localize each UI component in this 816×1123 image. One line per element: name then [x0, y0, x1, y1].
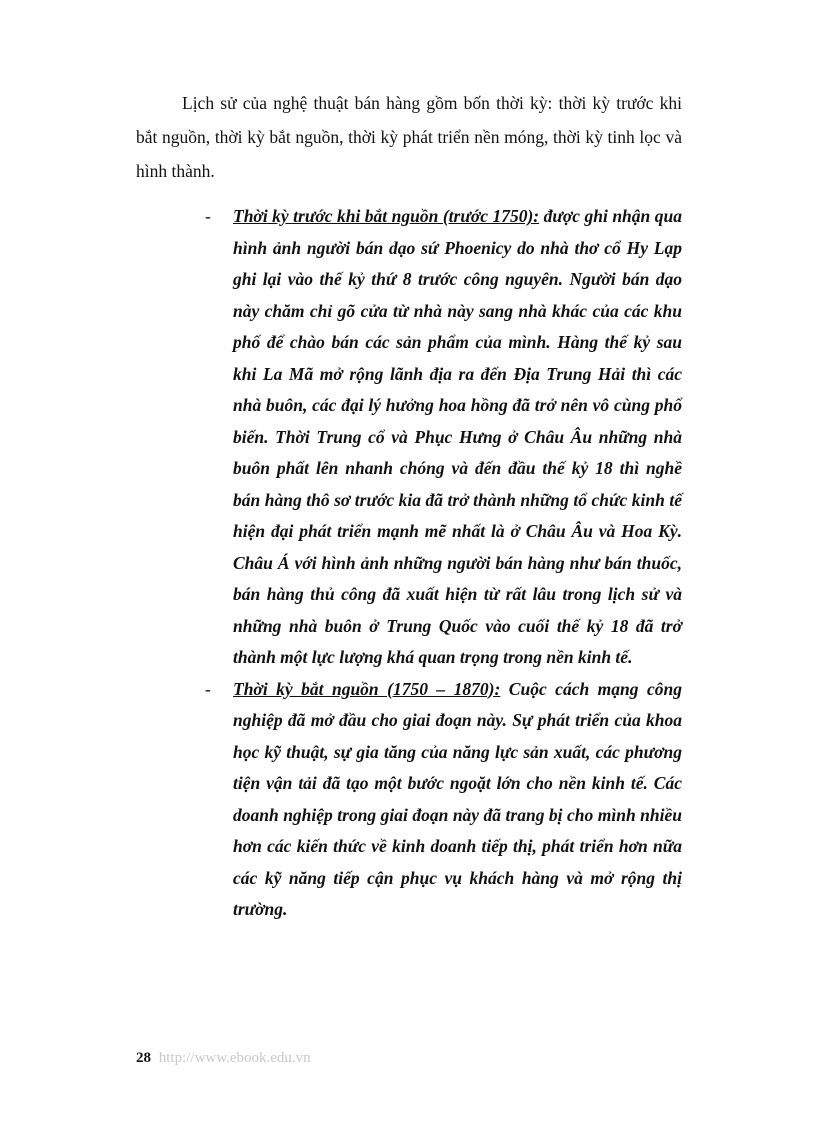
- bullet-dash: -: [205, 678, 211, 699]
- intro-paragraph: Lịch sử của nghệ thuật bán hàng gồm bốn thời kỳ: thời kỳ trước khi bắt nguồn, thời kỳ bắt nguồn, thời kỳ phát triển nền móng, thời kỳ tinh lọc và hình thành.: [136, 93, 682, 181]
- list-item: [205, 201, 682, 674]
- period-heading: Thời kỳ bắt nguồn (1750 – 1870):: [233, 678, 501, 699]
- list-item: [205, 674, 682, 926]
- period-text: được ghi nhận qua hình ảnh người bán dạo sứ Phoenicy do nhà thơ cổ Hy Lạp ghi lại vào thế kỷ thứ 8 trước công nguyên. Người bán dạo này chăm chỉ gõ cửa từ nhà này sang nhà khác của các khu phố để chào bán các sản phẩm của mình. Hàng thế kỷ sau khi La Mã mở rộng lãnh địa ra đến Địa Trung Hải thì các nhà buôn, các đại lý hưởng hoa hồng đã trở nên vô cùng phổ biến. Thời Trung cổ và Phục Hưng ở Châu Âu những nhà buôn phất lên nhanh chóng và đến đầu thế kỷ 18 thì nghề bán hàng thô sơ trước kia đã trở thành những tổ chức kinh tế hiện đại phát triển mạnh mẽ nhất là ở Châu Âu và Hoa Kỳ. Châu Á với hình ảnh những người bán hàng như bán thuốc, bán hàng thủ công đã xuất hiện từ rất lâu trong lịch sử và những nhà buôn ở Trung Quốc vào cuối thế kỷ 18 đã trở thành một lực lượng khá quan trọng trong nền kinh tế.: [233, 206, 682, 667]
- footer-url: http://www.ebook.edu.vn: [158, 1050, 311, 1066]
- history-periods-list: [205, 201, 682, 926]
- page-number: 28: [136, 1050, 151, 1066]
- period-heading: Thời kỳ trước khi bắt nguồn (trước 1750):: [233, 206, 540, 226]
- period-text: Cuộc cách mạng công nghiệp đã mở đầu cho giai đoạn này. Sự phát triển của khoa học kỹ thuật, sự gia tăng của năng lực sản xuất, các phương tiện vận tải đã tạo một bước ngoặt lớn cho nền kinh tế. Các doanh nghiệp trong giai đoạn này đã trang bị cho mình nhiều hơn các kiến thức về kinh doanh tiếp thị, phát triển hơn nữa các kỹ năng tiếp cận phục vụ khách hàng và mở rộng thị trường.: [233, 678, 682, 919]
- page-footer: [136, 1050, 311, 1067]
- bullet-dash: -: [205, 206, 211, 226]
